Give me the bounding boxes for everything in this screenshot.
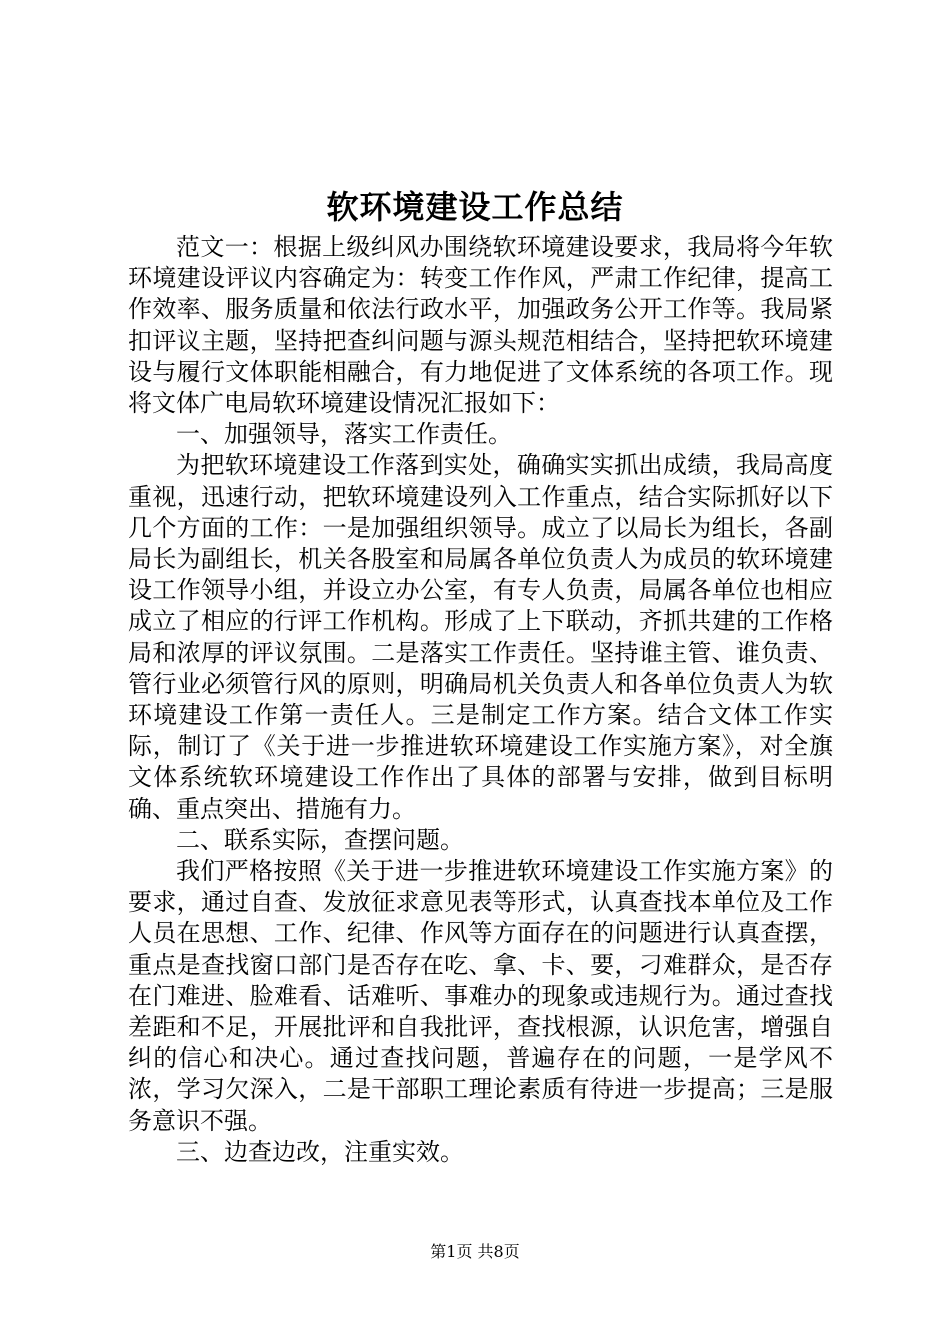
section-heading-3: 三、边查边改，注重实效。 [176,1137,464,1166]
paragraph-section-1: 为把软环境建设工作落到实处，确确实实抓出成绩，我局高度重视，迅速行动，把软环境建设列入工作重点，结合实际抓好以下几个方面的工作：一是加强组织领导。成立了以局长为组长，各副局长为副组长，机关各股室和局属各单位负责人为成员的软环境建设工作领导小组，并设立办公室，有专人负责，局属各单位也相应成立了相应的行评工作机构。形成了上下联动，齐抓共建的工作格局和浓厚的评议氛围。二是落实工作责任。坚持谁主管、谁负责、管行业必须管行风的原则，明确局机关负责人和各单位负责人为软环境建设工作第一责任人。三是制定工作方案。结合文体工作实际，制订了《关于进一步推进软环境建设工作实施方案》，对全旗文体系统软环境建设工作作出了具体的部署与安排，做到目标明确、重点突出、措施有力。 [128,451,833,823]
section-heading-2: 二、联系实际，查摆问题。 [176,825,464,854]
paragraph-intro: 范文一：根据上级纠风办围绕软环境建设要求，我局将今年软环境建设评议内容确定为：转变工作作风，严肃工作纪律，提高工作效率、服务质量和依法行政水平，加强政务公开工作等。我局紧扣评议主题，坚持把查纠问题与源头规范相结合，坚持把软环境建设与履行文体职能相融合，有力地促进了文体系统的各项工作。现将文体广电局软环境建设情况汇报如下： [128,233,833,418]
paragraph-section-2: 我们严格按照《关于进一步推进软环境建设工作实施方案》的要求，通过自查、发放征求意见表等形式，认真查找本单位及工作人员在思想、工作、纪律、作风等方面存在的问题进行认真查摆，重点是查找窗口部门是否存在吃、拿、卡、要，刁难群众，是否存在门难进、脸难看、话难听、事难办的现象或违规行为。通过查找差距和不足，开展批评和自我批评，查找根源，认识危害，增强自纠的信心和决心。通过查找问题，普遍存在的问题，一是学风不浓，学习欠深入，二是干部职工理论素质有待进一步提高；三是服务意识不强。 [128,857,833,1135]
page-footer: 第1页 共8页 [430,1242,520,1261]
document-title: 软环境建设工作总结 [326,188,624,226]
section-heading-1: 一、加强领导，落实工作责任。 [176,420,512,449]
document-body [128,232,833,1168]
